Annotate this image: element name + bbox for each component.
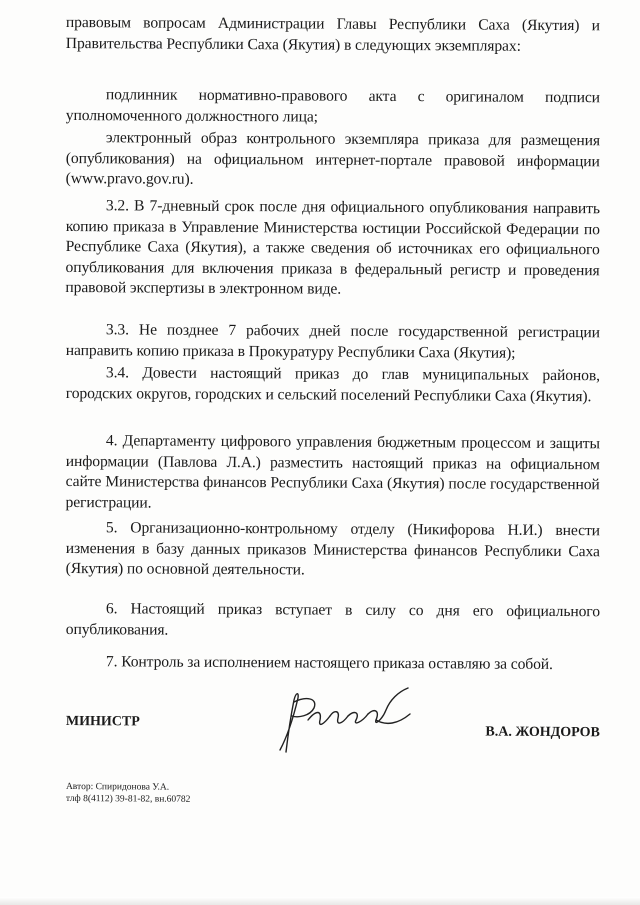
paragraph-text: 7. Контроль за исполнением настоящего приказа оставляю за собой. <box>105 653 553 673</box>
paragraph-3-2 <box>65 196 600 302</box>
paragraph-text: 3.2. В 7-дневный срок после дня официального опубликования направить копию приказа в Управление Министерства юстиции Российской Федерации по Республике Саха (Якутия), а также сведения об источниках его официального опубликования для включения приказа в федеральный регистр и проведения правовой экспертизы в электронном виде. <box>65 197 600 298</box>
signer-name: В.А. ЖОНДОРОВ <box>485 724 600 741</box>
author-phone: тлф 8(4112) 39-81-82, вн.60782 <box>65 793 191 805</box>
paragraph-text: 4. Департаменту цифрового управления бюджетным процессом и защиты информации (Павлова Л.А.) разместить настоящий приказ на официальном сайте Министерства финансов Республики Саха (Якутия) после государственной регистрации. <box>65 432 600 512</box>
paragraph-4 <box>65 431 599 516</box>
paragraph-text: 6. Настоящий приказ вступает в силу со дня его официального опубликования. <box>65 600 600 639</box>
paragraph-text: правовым вопросам Администрации Главы Республики Саха (Якутия) и Правительства Республики Саха (Якутия) в следующих экземплярах: <box>65 13 600 55</box>
paragraph-text: 3.3. Не позднее 7 рабочих дней после государственной регистрации направить копию приказа в Прокуратуру Республики Саха (Якутия); <box>65 321 600 362</box>
paragraph-intro-continuation <box>66 13 600 57</box>
paragraph-electronic-copy <box>66 128 600 193</box>
handwritten-signature <box>258 680 428 760</box>
signer-title: МИНИСТР <box>65 713 140 730</box>
paragraph-text: подлинник нормативно-правового акта с оригиналом подписи уполномоченного должностного лица; <box>65 86 600 126</box>
paragraph-text: 3.4. Довести настоящий приказ до глав муниципальных районов, городских округов, городских и сельский поселений Республики Саха (Якутия). <box>65 364 600 405</box>
paragraph-7 <box>66 652 600 676</box>
paragraph-3-3 <box>66 320 600 364</box>
paragraph-5 <box>66 518 600 583</box>
paragraph-3-4 <box>66 363 600 407</box>
paragraph-6 <box>66 599 600 643</box>
author-info <box>66 781 191 806</box>
paragraph-text: электронный образ контрольного экземпляра приказа для размещения (опубликования) на официальном интернет-портале правовой информации (www.pravo.gov.ru). <box>65 129 600 188</box>
paragraph-original-copy <box>66 85 600 129</box>
author-name: Автор: Спиридонова У.А. <box>65 782 170 793</box>
scan-edge <box>0 897 640 905</box>
paragraph-text: 5. Организационно-контрольному отделу (Никифорова Н.И.) внести изменения в базу данных приказов Министерства финансов Республики Саха (Якутия) по основной деятельности. <box>65 519 600 579</box>
